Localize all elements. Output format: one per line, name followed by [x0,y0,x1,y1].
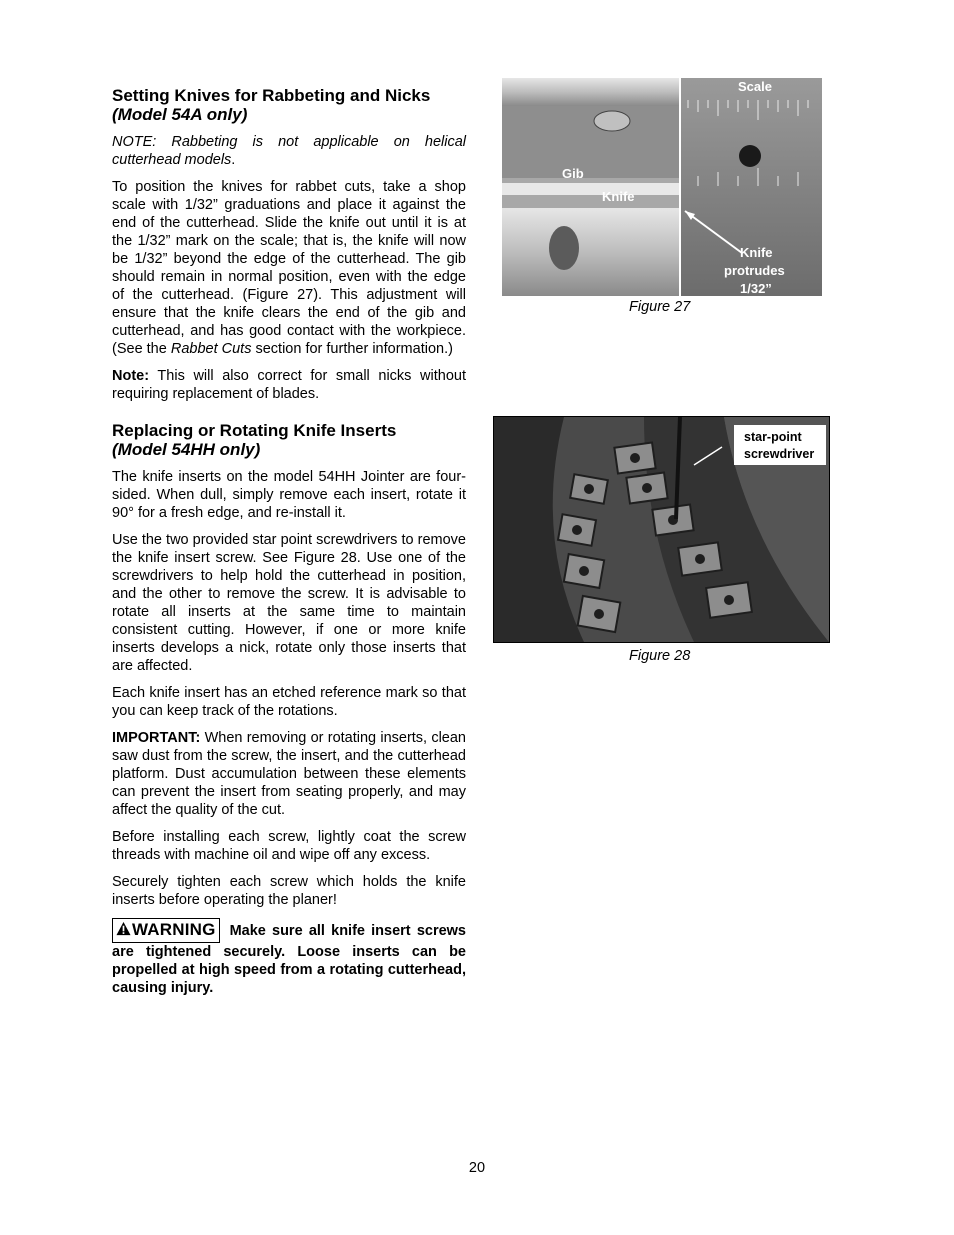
warning-triangle-icon [116,921,131,936]
nicks-note-paragraph: Note: This will also correct for small nicks without requiring replacement of blades. [112,368,466,402]
knife-protrudes-label-3: 1/32” [740,281,772,296]
section-subheading: (Model 54HH only) [112,440,261,459]
note-paragraph: NOTE: Rabbeting is not applicable on helical cutterhead models. [112,134,466,168]
warning-paragraph: WARNING Make sure all knife insert screws are tightened securely. Loose inserts can be propelled at high speed from a rotating cutterhead, causing injury. [112,920,466,996]
inserts-paragraph-3: Each knife insert has an etched reference mark so that you can keep track of the rotations. [112,685,466,719]
figure-27-caption: Figure 27 [629,299,691,315]
rabbet-paragraph: To position the knives for rabbet cuts, take a shop scale with 1/32” graduations and place it against the end of the cutterhead. Slide the knife out until it is at the 1/32” mark on the scale; that is, the knife will now be 1/32” beyond the edge of the cutterhead. The gib should remain in normal position, even with the edge of the cutterhead. (Figure 27). This adjustment will ensure that the knife clears the end of the gib and cutterhead, and has good contact with the workpiece. (See the Rabbet Cuts section for further information.) [112,179,466,357]
section-heading-inserts: Replacing or Rotating Knife Inserts (Model 54HH only) [112,421,466,459]
screwdriver-label: screwdriver [744,447,815,461]
left-column [112,86,466,1006]
section-heading-rabbeting: Setting Knives for Rabbeting and Nicks (Model 54A only) [112,86,466,124]
knife-protrudes-label-2: protrudes [724,263,785,278]
inserts-paragraph-4: Before installing each screw, lightly coat the screw threads with machine oil and wipe off any excess. [112,829,466,863]
star-point-label: star-point [744,430,802,444]
inserts-paragraph-5: Securely tighten each screw which holds the knife inserts before operating the planer! [112,874,466,908]
figure-27-photo [502,78,822,296]
knife-protrudes-label-1: Knife [740,245,773,260]
warning-badge: WARNING [112,918,220,943]
important-paragraph: IMPORTANT: When removing or rotating inserts, clean saw dust from the screw, the insert, and the cutterhead platform. Dust accumulation between these elements can prevent the insert from seating properly, and may affect the quality of the cut. [112,730,466,818]
inserts-paragraph-2: Use the two provided star point screwdrivers to remove the knife insert screw. See Figure 28. Use one of the screwdrivers to help hold the cutterhead in position, and the other to remove the screw. It is advisable to rotate all inserts at the same time to maintain consistent cutting. However, if one or more knife inserts develops a nick, rotate only those inserts that are affected. [112,532,466,674]
section-subheading: (Model 54A only) [112,105,248,124]
rabbet-cuts-reference: Rabbet Cuts [170,341,252,357]
page-number: 20 [468,1160,486,1176]
scale-label: Scale [738,79,772,94]
inserts-paragraph-1: The knife inserts on the model 54HH Jointer are four-sided. When dull, simply remove each insert, rotate it 90° for a fresh edge, and re-install it. [112,469,466,521]
knife-label: Knife [602,189,635,204]
figure-28-caption: Figure 28 [629,648,691,664]
figure-27-illustration [502,78,822,296]
figure-28-photo [493,416,830,643]
figure-28-illustration [494,417,829,642]
gib-label: Gib [562,166,584,181]
